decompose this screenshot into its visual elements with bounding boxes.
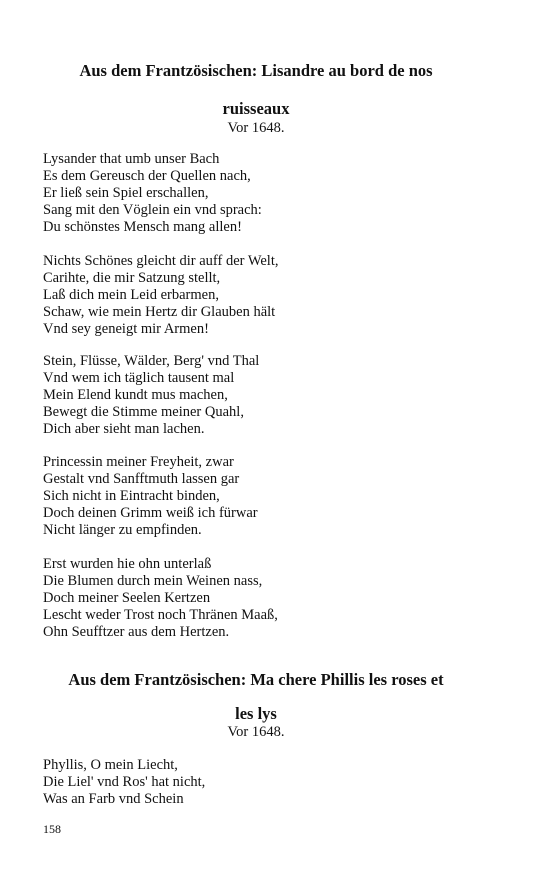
verse-line: Vnd sey geneigt mir Armen! [43, 321, 209, 337]
verse-line: Sich nicht in Eintracht binden, [43, 488, 220, 504]
verse-line: Gestalt vnd Sanfftmuth lassen gar [43, 471, 240, 487]
poem1-stanza-4 [43, 454, 258, 539]
verse-line: Stein, Flüsse, Wälder, Berg' vnd Thal [43, 353, 260, 369]
poem2-title-line2: les lys [235, 704, 277, 723]
poem1-stanza-3 [43, 353, 259, 438]
poem2-title-line1: Aus dem Frantzösischen: Ma chere Phillis les roses et [68, 670, 444, 689]
poem2-date: Vor 1648. [227, 724, 285, 740]
verse-line: Erst wurden hie ohn unterlaß [43, 556, 212, 572]
page-number: 158 [43, 822, 61, 836]
verse-line: Bewegt die Stimme meiner Quahl, [43, 404, 244, 420]
verse-line: Phyllis, O mein Liecht, [43, 757, 178, 773]
verse-line: Nichts Schönes gleicht dir auff der Welt, [43, 253, 279, 269]
verse-line: Carihte, die mir Satzung stellt, [43, 270, 221, 286]
poem1-title-line1: Aus dem Frantzösischen: Lisandre au bord de nos [79, 61, 433, 80]
poem1-stanza-2 [43, 253, 278, 338]
verse-line: Es dem Gereusch der Quellen nach, [43, 168, 251, 184]
poem1-stanza-5 [43, 556, 278, 641]
poem1-title-line2: ruisseaux [222, 99, 290, 118]
verse-line: Vnd wem ich täglich tausent mal [43, 370, 235, 386]
poem2-stanza-1 [43, 757, 205, 808]
verse-line: Lescht weder Trost noch Thränen Maaß, [43, 607, 278, 623]
verse-line: Mein Elend kundt mus machen, [43, 387, 228, 403]
verse-line: Laß dich mein Leid erbarmen, [43, 287, 219, 303]
verse-line: Doch deinen Grimm weiß ich fürwar [43, 505, 258, 521]
verse-line: Was an Farb vnd Schein [43, 791, 184, 807]
verse-line: Nicht länger zu empfinden. [43, 522, 202, 538]
verse-line: Die Blumen durch mein Weinen nass, [43, 573, 263, 589]
verse-line: Du schönstes Mensch mang allen! [43, 219, 242, 235]
verse-line: Die Liel' vnd Ros' hat nicht, [43, 774, 206, 790]
poem1-date: Vor 1648. [227, 120, 285, 136]
verse-line: Sang mit den Vöglein ein vnd sprach: [43, 202, 262, 218]
poem1-stanza-1 [43, 151, 262, 236]
verse-line: Princessin meiner Freyheit, zwar [43, 454, 234, 470]
verse-line: Ohn Seufftzer aus dem Hertzen. [43, 624, 230, 640]
verse-line: Schaw, wie mein Hertz dir Glauben hält [43, 304, 276, 320]
verse-line: Dich aber sieht man lachen. [43, 421, 205, 437]
verse-line: Lysander that umb unser Bach [43, 151, 220, 167]
verse-line: Doch meiner Seelen Kertzen [43, 590, 211, 606]
verse-line: Er ließ sein Spiel erschallen, [43, 185, 209, 201]
